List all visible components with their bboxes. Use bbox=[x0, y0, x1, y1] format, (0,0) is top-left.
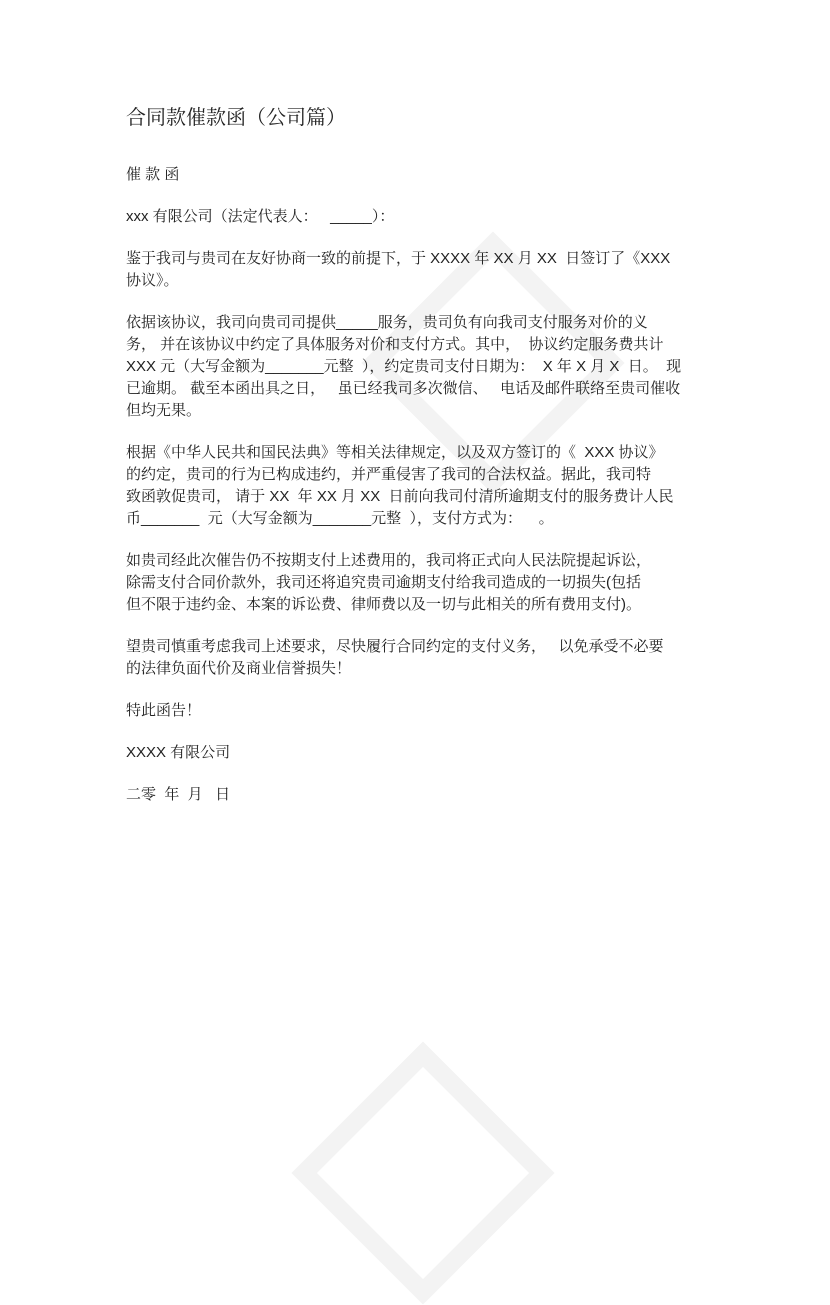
paragraph-2 bbox=[126, 312, 790, 422]
text-line: 望贵司慎重考虑我司上述要求，尽快履行合同约定的支付义务， 以免承受不必要 bbox=[126, 638, 664, 655]
watermark bbox=[291, 1041, 554, 1304]
paragraph-5 bbox=[126, 636, 790, 680]
addressee: xxx 有限公司（法定代表人： _____）： bbox=[126, 208, 395, 225]
text-line: 的法律负面代价及商业信誉损失！ bbox=[126, 660, 352, 677]
paragraph-4 bbox=[126, 550, 790, 616]
closing: 特此函告！ bbox=[126, 702, 202, 719]
text-line: 已逾期。 截至本函出具之日， 虽已经我司多次微信、 电话及邮件联络至贵司催收 bbox=[126, 380, 681, 397]
document-title: 合同款催款函（公司篇） bbox=[126, 107, 346, 129]
paragraph-3 bbox=[126, 442, 790, 530]
paragraph-1 bbox=[126, 248, 790, 292]
text-line: 协议》。 bbox=[126, 272, 179, 289]
text-line: 除需支付合同价款外，我司还将追究贵司逾期支付给我司造成的一切损失(包括 bbox=[126, 574, 641, 591]
text-line: 务， 并在该协议中约定了具体服务对价和支付方式。其中， 协议约定服务费共计 bbox=[126, 336, 664, 353]
text-line: 币_______ 元（大写金额为_______元整 ），支付方式为： 。 bbox=[126, 510, 554, 527]
text-line: 但不限于违约金、本案的诉讼费、律师费以及一切与此相关的所有费用支付)。 bbox=[126, 596, 641, 613]
letter-heading: 催 款 函 bbox=[126, 166, 180, 183]
text-line: 如贵司经此次催告仍不按期支付上述费用的，我司将正式向人民法院提起诉讼， bbox=[126, 552, 652, 569]
date: 二零 年 月 日 bbox=[126, 786, 231, 803]
text-line: 鉴于我司与贵司在友好协商一致的前提下，于 XXXX 年 XX 月 XX 日签订了《XXX bbox=[126, 250, 671, 267]
text-line: 但均无果。 bbox=[126, 402, 202, 419]
text-line: 致函敦促贵司， 请于 XX 年 XX 月 XX 日前向我司付清所逾期支付的服务费计人民 bbox=[126, 488, 674, 505]
text-line: XXX 元（大写金额为_______元整 ），约定贵司支付日期为： X 年 X 月 X 日。 现 bbox=[126, 358, 682, 375]
text-line: 根据《中华人民共和国民法典》等相关法律规定，以及双方签订的《 XXX 协议》 bbox=[126, 444, 664, 461]
signature: XXXX 有限公司 bbox=[126, 744, 231, 761]
text-line: 依据该协议，我司向贵司司提供_____服务，贵司负有向我司支付服务对价的义 bbox=[126, 314, 648, 331]
text-line: 的约定，贵司的行为已构成违约，并严重侵害了我司的合法权益。据此，我司特 bbox=[126, 466, 652, 483]
